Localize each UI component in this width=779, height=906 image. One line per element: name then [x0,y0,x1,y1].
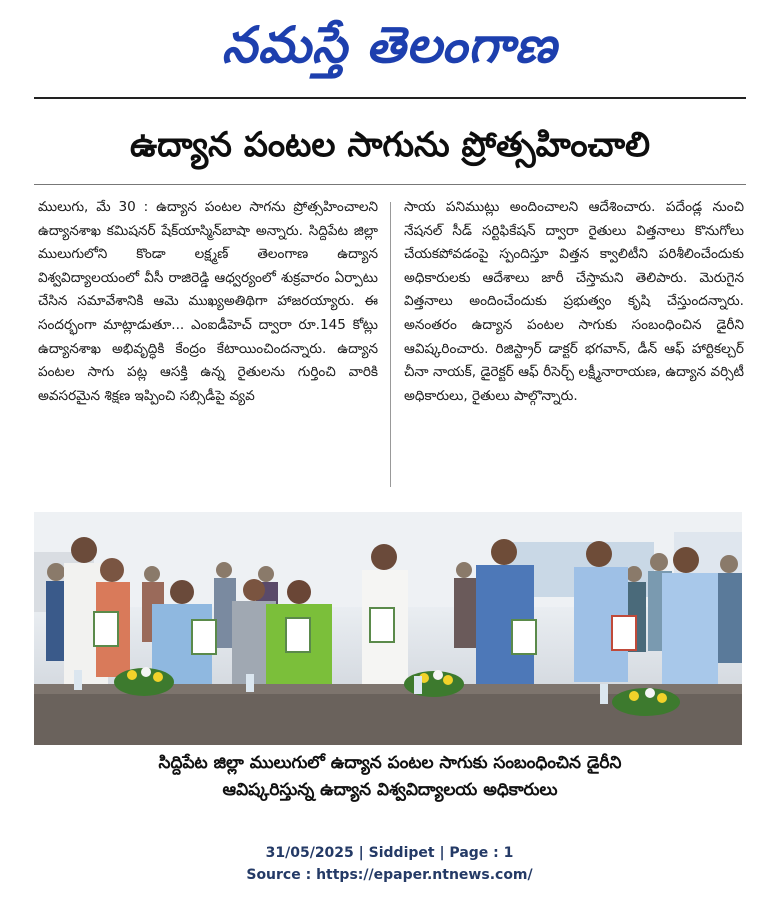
article-right-column: సాయ పనిముట్లు అందించాలని ఆదేశించారు. పదేండ్ల నుంచి నేషనల్ సీడ్ సర్టిఫికేషన్ ద్వారా రైతులు విత్తనాలు కొనుగోలు చేయకపోవడంపై స్పందిస్తూ విత్తన క్వాలిటీని పరిశీలించేందుకు అధికారులకు ఆదేశాలు జారీ చేస్తామని తెలిపారు. మెరుగైన విత్తనాలు అందించేందుకు ప్రభుత్వం కృషి చేస్తుందన్నారు. అనంతరం ఉద్యాన పంటల సాగుకు సంబంధించిన డైరీని ఆవిష్కరించారు. రిజిస్ట్రార్ డాక్టర్ భగవాన్, డీన్ ఆఫ్ హార్టికల్చర్ చీనా నాయక్, డైరెక్టర్ ఆఫ్ రీసెర్చ్ లక్ష్మీనారాయణ, ఉద్యాన వర్సిటీ అధికారులు, రైతులు పాల్గొన్నారు. [404,199,744,404]
masthead-divider [34,97,746,99]
masthead-title: నమస్తే తెలంగాణ [221,15,558,74]
headline-divider [34,184,746,185]
spacer [34,818,35,819]
article-left-column: ములుగు, మే 30 : ఉద్యాన పంటల సాగను ప్రోత్సహించాలని ఉద్యానశాఖ కమిషనర్ షేక్‌యాస్మిన్‌బాషా అన్నారు. సిద్దిపేట జిల్లా ములుగులోని కొండా లక్ష్మణ్ తెలంగాణ ఉద్యాన విశ్వవిద్యాలయంలో వీసీ రాజిరెడ్డి ఆధ్వర్యంలో శుక్రవారం ఏర్పాటు చేసిన సమావేశానికి ఆమె ముఖ్యఅతిథిగా హాజరయ్యారు. ఈ సందర్భంగా మాట్లాడుతూ... ఎంఐడీహెచ్ ద్వారా రూ.145 కోట్లు ఉద్యానశాఖ అభివృద్ధికి కేంద్రం కేటాయించిందన్నారు. ఉద్యాన పంటల సాగు పట్ల ఆసక్తి ఉన్న రైతులను గుర్తించి వారికి అవసరమైన శిక్షణ ఇప్పించి సబ్సిడీపై వ్యవ [38,199,378,404]
article-headline: ఉద్యాన పంటల సాగును ప్రోత్సహించాలి [129,125,651,165]
photo-illustration [34,512,742,745]
caption-line-1: సిద్దిపేట జిల్లా ములుగులో ఉద్యాన పంటల సాగుకు సంబంధించిన డైరీని [158,753,622,773]
column-divider [390,202,391,487]
article-body [38,196,746,496]
caption-line-2: ఆవిష్కరిస్తున్న ఉద్యాన విశ్వవిద్యాలయ అధికారులు [222,780,558,800]
page-footer [0,842,779,886]
newspaper-masthead [0,6,779,84]
photo-caption [34,750,746,804]
footer-dateline: 31/05/2025 | Siddipet | Page : 1 [265,845,514,861]
article-photo [34,512,742,745]
footer-source-link[interactable]: Source : https://epaper.ntnews.com/ [246,867,533,883]
